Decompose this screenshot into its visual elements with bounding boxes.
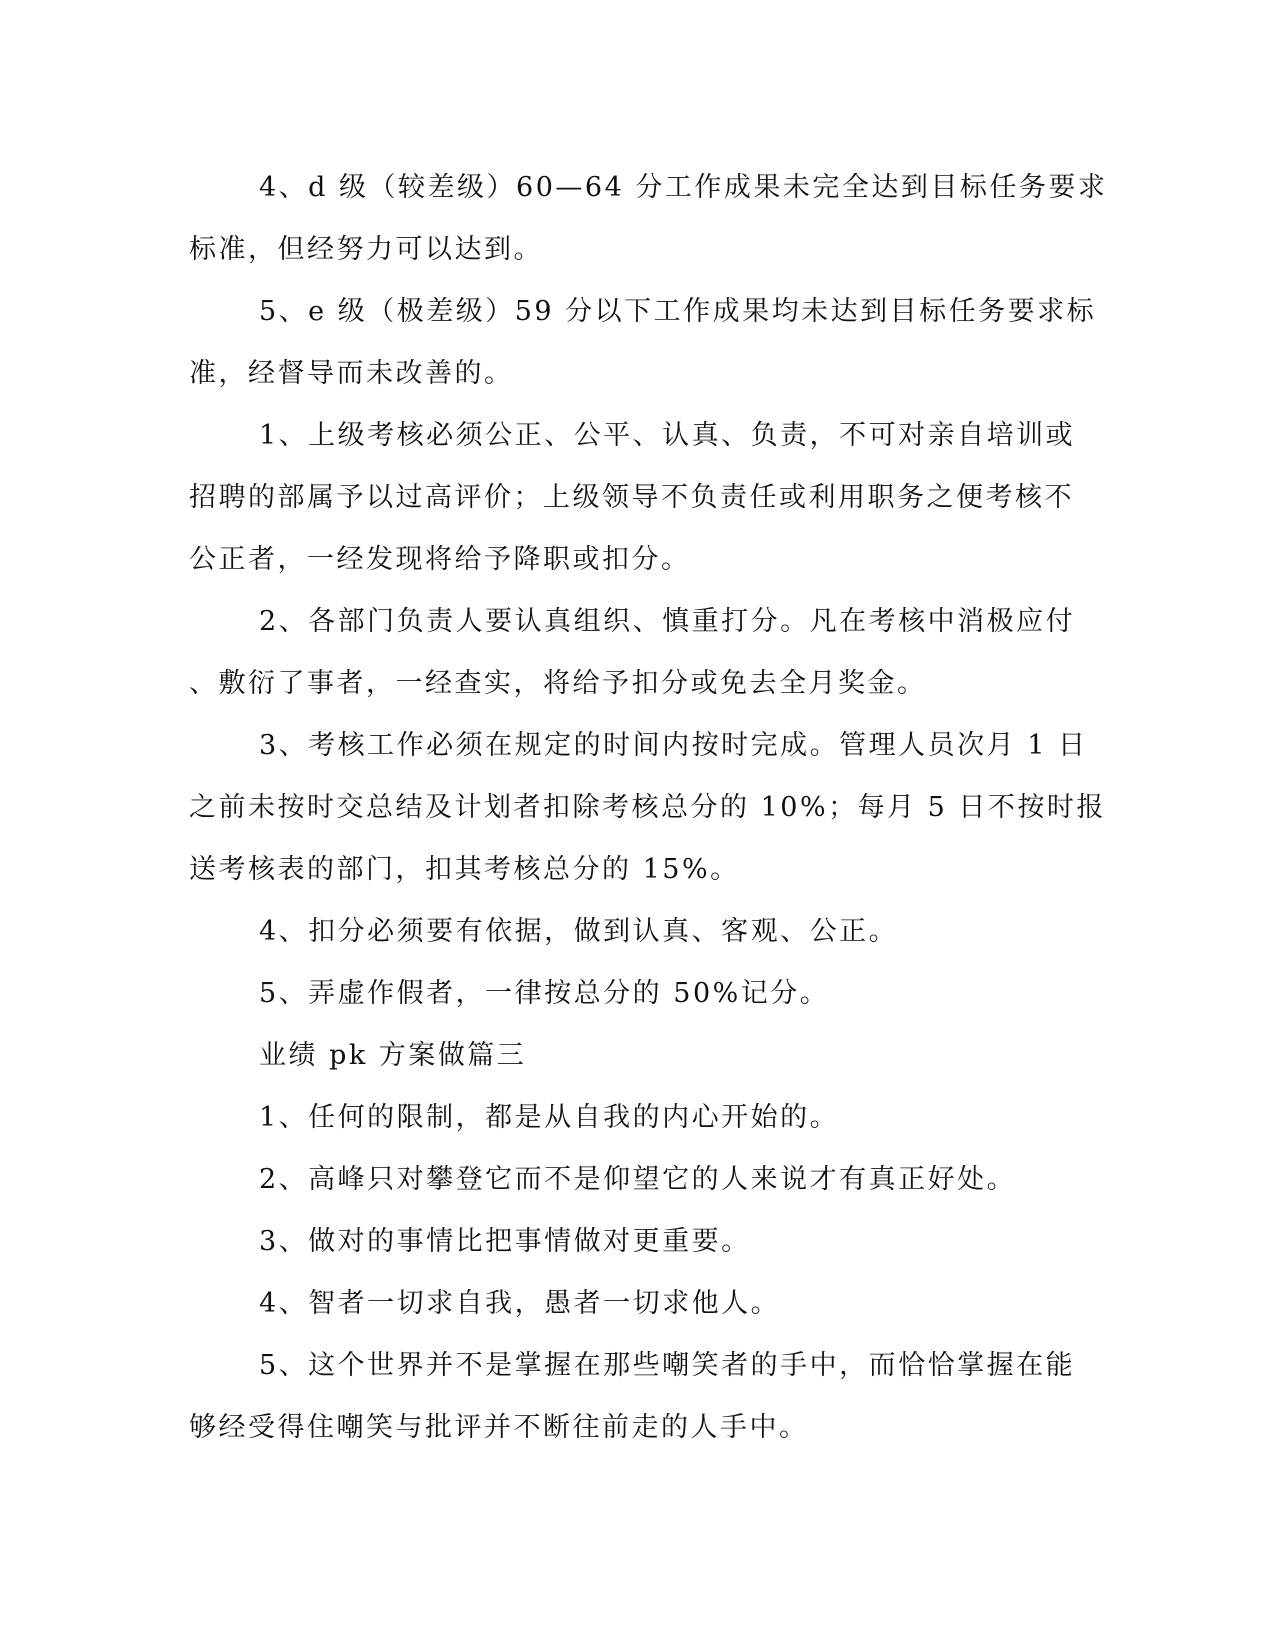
paragraph-rule-4 [189, 901, 1069, 963]
text-line: 2、高峰只对攀登它而不是仰望它的人来说才有真正好处。 [259, 1164, 1017, 1195]
text-line: 4、扣分必须要有依据，做到认真、客观、公正。 [259, 916, 899, 947]
text-line: 3、考核工作必须在规定的时间内按时完成。管理人员次月 1 日 [259, 730, 1088, 761]
paragraph-rule-3 [189, 715, 1106, 901]
paragraph-quote-1 [189, 1087, 1069, 1149]
paragraph-quote-3 [189, 1211, 1069, 1273]
paragraph-rule-2 [189, 591, 1076, 715]
text-line: 4、智者一切求自我，愚者一切求他人。 [259, 1288, 781, 1319]
text-line: 标准，但经努力可以达到。 [189, 234, 543, 265]
paragraph-rule-1 [189, 405, 1076, 591]
section-heading [189, 1025, 1069, 1087]
text-line: 2、各部门负责人要认真组织、慎重打分。凡在考核中消极应付 [259, 606, 1076, 637]
paragraph-quote-5 [189, 1335, 1076, 1459]
paragraph-grade-d [189, 157, 1108, 281]
text-line: 公正者，一经发现将给予降职或扣分。 [189, 544, 691, 575]
paragraph-quote-4 [189, 1273, 1069, 1335]
text-line: 1、上级考核必须公正、公平、认真、负责，不可对亲自培训或 [259, 420, 1076, 451]
text-line: 1、任何的限制，都是从自我的内心开始的。 [259, 1102, 840, 1133]
text-line: 够经受得住嘲笑与批评并不断往前走的人手中。 [189, 1412, 809, 1443]
text-line: 招聘的部属予以过高评价；上级领导不负责任或利用职务之便考核不 [189, 482, 1074, 513]
paragraph-quote-2 [189, 1149, 1069, 1211]
text-line: 4、d 级（较差级）60—64 分工作成果未完全达到目标任务要求 [259, 172, 1108, 203]
text-line: 送考核表的部门，扣其考核总分的 15%。 [189, 854, 740, 885]
text-line: 3、做对的事情比把事情做对更重要。 [259, 1226, 751, 1257]
section-heading-text: 业绩 pk 方案做篇三 [259, 1040, 527, 1071]
text-line: 5、弄虚作假者，一律按总分的 50%记分。 [259, 978, 830, 1009]
paragraph-grade-e [189, 281, 1097, 405]
text-line: 之前未按时交总结及计划者扣除考核总分的 10%；每月 5 日不按时报 [189, 792, 1106, 823]
paragraph-rule-5 [189, 963, 1069, 1025]
text-line: 准，经督导而未改善的。 [189, 358, 514, 389]
text-line: 5、e 级（极差级）59 分以下工作成果均未达到目标任务要求标 [259, 296, 1097, 327]
document-body [189, 157, 1108, 1459]
text-line: 、敷衍了事者，一经查实，将给予扣分或免去全月奖金。 [189, 668, 927, 699]
text-line: 5、这个世界并不是掌握在那些嘲笑者的手中，而恰恰掌握在能 [259, 1350, 1076, 1381]
